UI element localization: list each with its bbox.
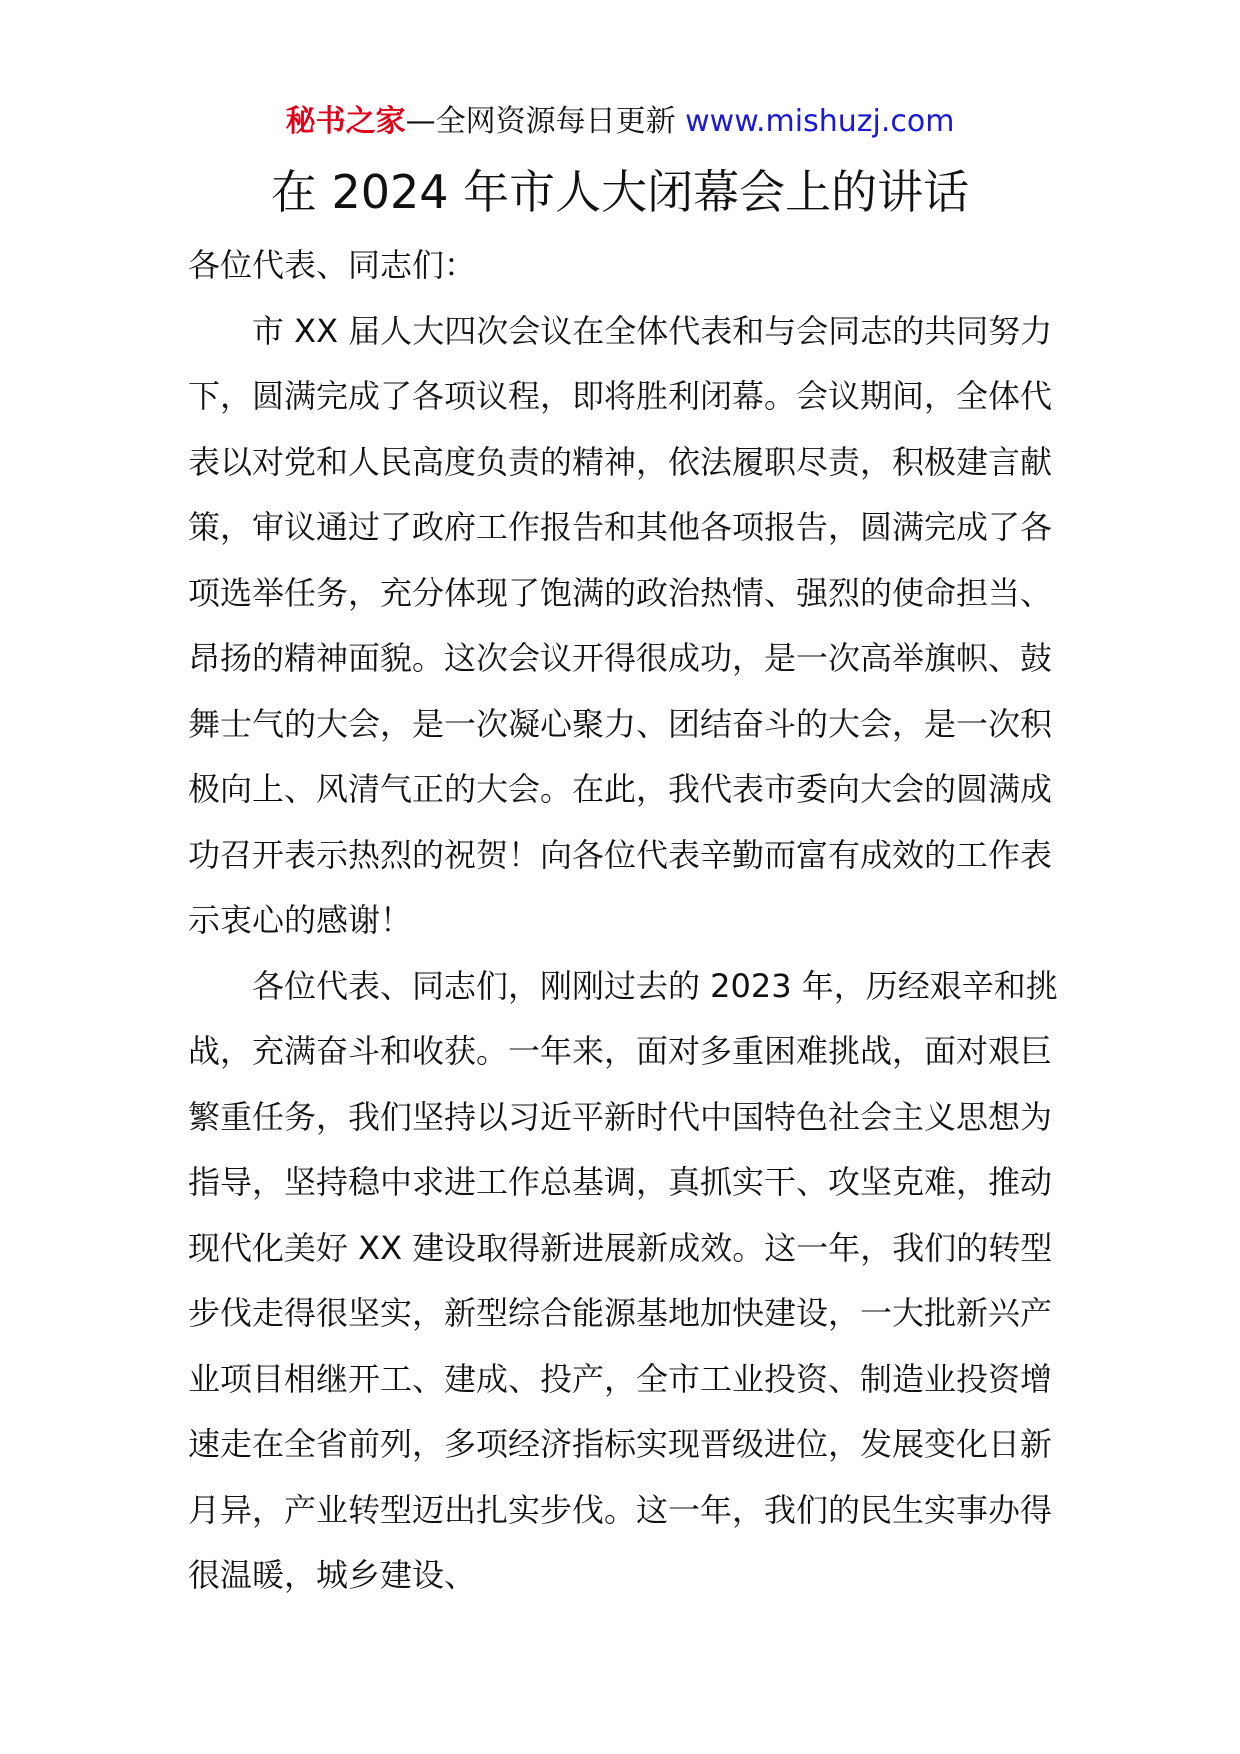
paragraph: 各位代表、同志们，刚刚过去的 2023 年，历经艰辛和挑战，充满奋斗和收获。一年来，面对多重困难挑战，面对艰巨繁重任务，我们坚持以习近平新时代中国特色社会主义思想为指导，坚持稳中求进工作总基调，真抓实干、攻坚克难，推动现代化美好 XX 建设取得新进展新成效。这一年，我们的转型步伐走得很坚实，新型综合能源基地加快建设，一大批新兴产业项目相继开工、建成、投产，全市工业投资、制造业投资增速走在全省前列，多项经济指标实现晋级进位，发展变化日新月异，产业转型迈出扎实步伐。这一年，我们的民生实事办得很温暖，城乡建设、 bbox=[188, 966, 1058, 1594]
document-body bbox=[188, 233, 1058, 1609]
site-url-link[interactable]: www.mishuzj.com bbox=[685, 104, 955, 139]
paragraph: 市 XX 届人大四次会议在全体代表和与会同志的共同努力下，圆满完成了各项议程，即将胜利闭幕。会议期间，全体代表以对党和人民高度负责的精神，依法履职尽责，积极建言献策，审议通过了政府工作报告和其他各项报告，圆满完成了各项选举任务，充分体现了饱满的政治热情、强烈的使命担当、昂扬的精神面貌。这次会议开得很成功，是一次高举旗帜、鼓舞士气的大会，是一次凝心聚力、团结奋斗的大会，是一次积极向上、风清气正的大会。在此，我代表市委向大会的圆满成功召开表示热烈的祝贺！向各位代表辛勤而富有成效的工作表示衷心的感谢！ bbox=[188, 311, 1053, 939]
header-slogan: —全网资源每日更新 bbox=[405, 104, 686, 139]
header-banner bbox=[0, 100, 1240, 144]
brand-name: 秘书之家 bbox=[285, 104, 406, 139]
document-title: 在 2024 年市人大闭幕会上的讲话 bbox=[270, 165, 970, 219]
salutation: 各位代表、同志们： bbox=[188, 246, 477, 284]
